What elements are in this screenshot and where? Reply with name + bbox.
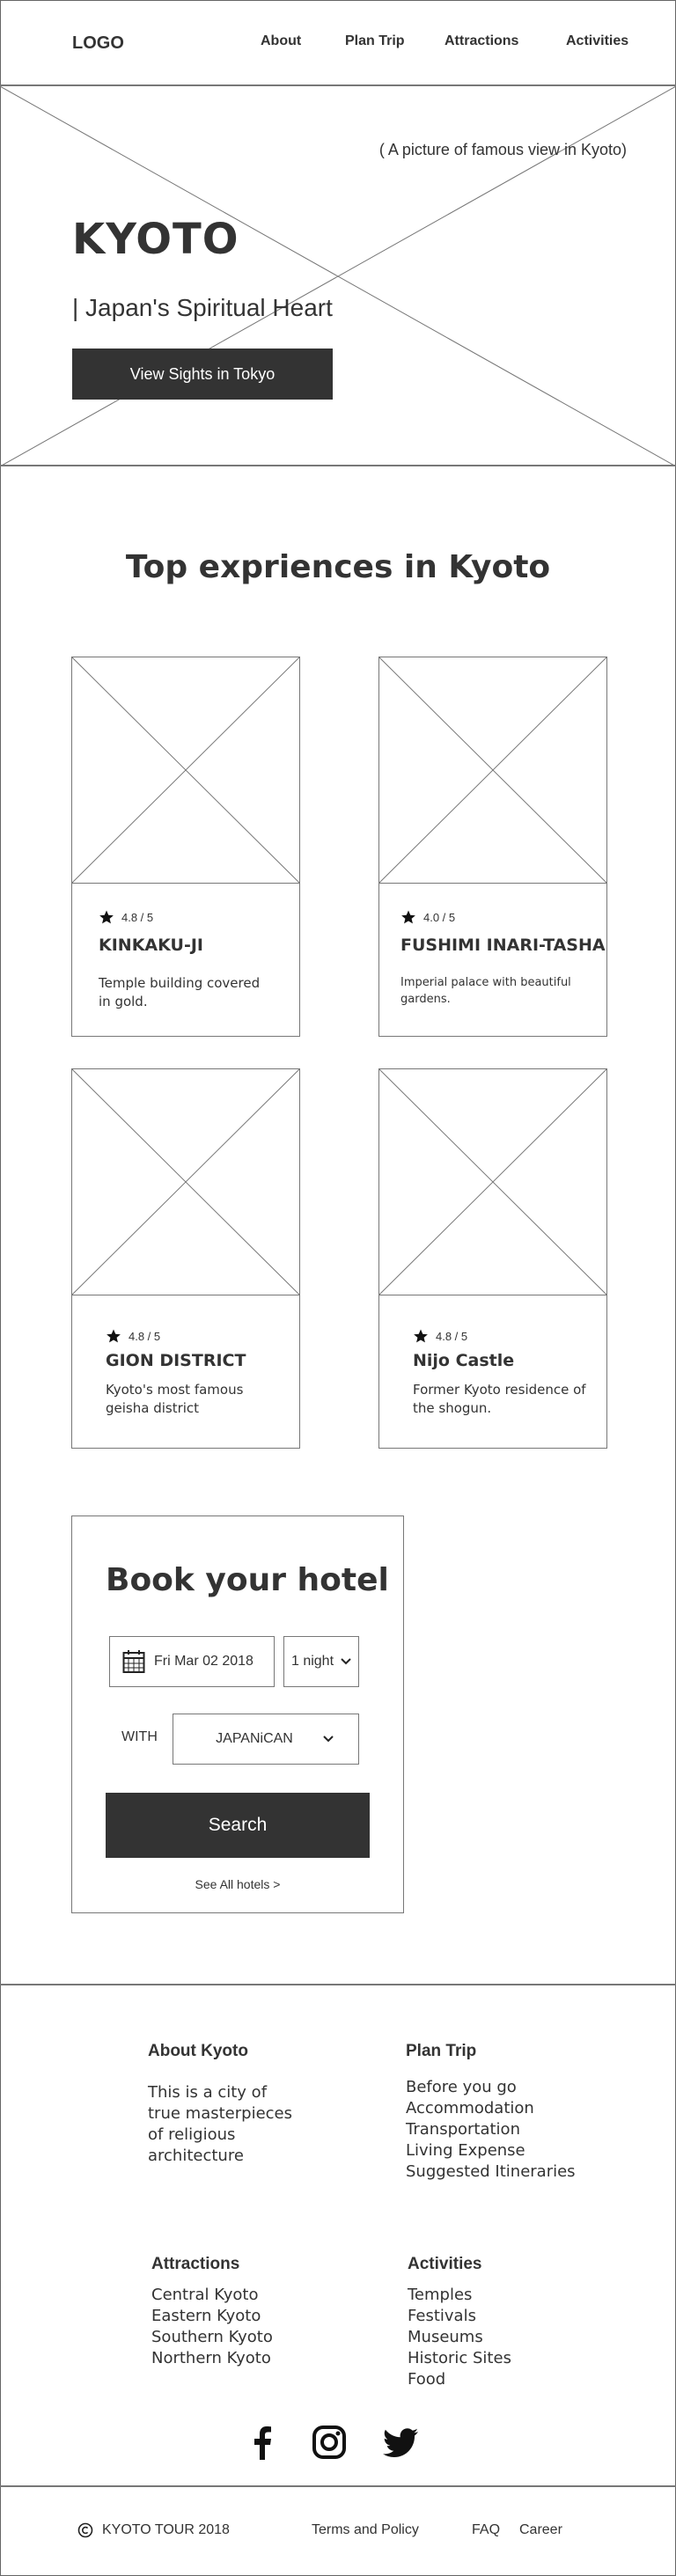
copyright: [77, 2522, 230, 2538]
star-icon: [413, 1328, 429, 1344]
footer-about-title: About Kyoto: [148, 2042, 248, 2060]
nav-activities[interactable]: Activities: [566, 33, 629, 48]
footer-plan-item[interactable]: Living Expense: [406, 2141, 525, 2160]
footer-plan-title: Plan Trip: [406, 2042, 477, 2060]
footer-plan-item[interactable]: Before you go: [406, 2078, 517, 2096]
card-image-placeholder: [71, 1068, 300, 1295]
card-rating: [106, 1328, 160, 1344]
card-name: KINKAKU-JI: [99, 936, 203, 955]
card-rating: [413, 1328, 467, 1344]
footer-attractions-list: [151, 2285, 273, 2369]
card-rating-value: 4.8 / 5: [436, 1329, 468, 1343]
card-description: Imperial palace with beautiful gardens.: [400, 976, 571, 1006]
copyright-text: KYOTO TOUR 2018: [102, 2522, 230, 2537]
calendar-icon: [122, 1649, 145, 1674]
with-label: WITH: [121, 1729, 158, 1744]
footer-activities-item[interactable]: Festivals: [408, 2307, 476, 2325]
hero-subtitle: | Japan's Spiritual Heart: [72, 294, 333, 321]
card-rating: [400, 909, 455, 925]
chevron-down-icon: [341, 1658, 351, 1665]
terms-link[interactable]: Terms and Policy: [312, 2522, 419, 2537]
facebook-icon[interactable]: [244, 2424, 281, 2461]
footer-attractions-item[interactable]: Southern Kyoto: [151, 2328, 273, 2346]
hero-title: KYOTO: [72, 215, 239, 264]
card-name: GION DISTRICT: [106, 1351, 246, 1370]
star-icon: [106, 1328, 121, 1344]
experience-card[interactable]: [71, 1068, 300, 1449]
site-header: [0, 0, 676, 86]
experience-card[interactable]: [378, 657, 607, 1037]
provider-value: JAPANiCAN: [216, 1731, 293, 1746]
card-description: Temple building covered in gold.: [99, 975, 261, 1009]
footer-attractions-item[interactable]: Eastern Kyoto: [151, 2307, 261, 2325]
footer-plan-list: [406, 2077, 576, 2183]
site-footer: [0, 1984, 676, 2485]
hero-section: [0, 86, 676, 466]
search-button[interactable]: Search: [106, 1793, 370, 1858]
footer-about-text: This is a city of true masterpieces of religious architecture: [148, 2083, 292, 2165]
chevron-down-icon: [323, 1736, 334, 1743]
hero-caption: ( A picture of famous view in Kyoto): [378, 141, 627, 158]
booking-title: Book your hotel: [106, 1562, 389, 1598]
footer-plan-item[interactable]: Accommodation: [406, 2099, 534, 2117]
bottom-bar: [0, 2485, 676, 2576]
footer-activities-item[interactable]: Historic Sites: [408, 2349, 511, 2367]
view-sights-button[interactable]: View Sights in Tokyo: [72, 349, 333, 400]
footer-attractions-item[interactable]: Northern Kyoto: [151, 2349, 271, 2367]
card-name: Nijo Castle: [413, 1351, 515, 1370]
see-all-hotels-link[interactable]: See All hotels >: [195, 1877, 281, 1891]
career-link[interactable]: Career: [519, 2522, 562, 2537]
card-rating-value: 4.0 / 5: [423, 910, 456, 924]
card-rating-value: 4.8 / 5: [121, 910, 154, 924]
footer-attractions-title: Attractions: [151, 2255, 240, 2273]
experience-card[interactable]: [71, 657, 300, 1037]
card-rating: [99, 909, 153, 925]
card-image-placeholder: [71, 657, 300, 884]
card-name: FUSHIMI INARI-TASHA: [400, 936, 606, 955]
experiences-title: Top expriences in Kyoto: [125, 549, 551, 585]
card-image-placeholder: [378, 657, 607, 884]
logo[interactable]: LOGO: [72, 33, 124, 53]
provider-select[interactable]: [173, 1714, 359, 1765]
copyright-icon: [77, 2522, 93, 2538]
experience-card[interactable]: [378, 1068, 607, 1449]
nights-value: 1 night: [290, 1654, 334, 1669]
card-rating-value: 4.8 / 5: [129, 1329, 161, 1343]
nights-select[interactable]: [283, 1636, 359, 1687]
nav-about[interactable]: About: [261, 33, 302, 48]
date-value: Fri Mar 02 2018: [154, 1654, 254, 1669]
star-icon: [99, 909, 114, 925]
date-picker[interactable]: [109, 1636, 275, 1687]
faq-link[interactable]: FAQ: [472, 2522, 501, 2537]
nav-plan-trip[interactable]: Plan Trip: [345, 33, 405, 48]
nav-attractions[interactable]: Attractions: [445, 33, 519, 48]
card-image-placeholder: [378, 1068, 607, 1295]
card-description: Kyoto's most famous geisha district: [106, 1382, 244, 1416]
footer-activities-title: Activities: [408, 2255, 482, 2273]
footer-plan-item[interactable]: Suggested Itineraries: [406, 2162, 576, 2181]
hotel-booking-panel: [71, 1516, 404, 1913]
instagram-icon[interactable]: [311, 2424, 348, 2461]
footer-attractions-item[interactable]: Central Kyoto: [151, 2286, 259, 2304]
twitter-icon[interactable]: [382, 2424, 419, 2461]
footer-plan-item[interactable]: Transportation: [406, 2120, 520, 2139]
footer-activities-item[interactable]: Temples: [408, 2286, 473, 2304]
footer-activities-list: [408, 2285, 511, 2390]
footer-activities-item[interactable]: Museums: [408, 2328, 483, 2346]
star-icon: [400, 909, 416, 925]
card-description: Former Kyoto residence of the shogun.: [413, 1382, 586, 1416]
footer-activities-item[interactable]: Food: [408, 2370, 446, 2389]
